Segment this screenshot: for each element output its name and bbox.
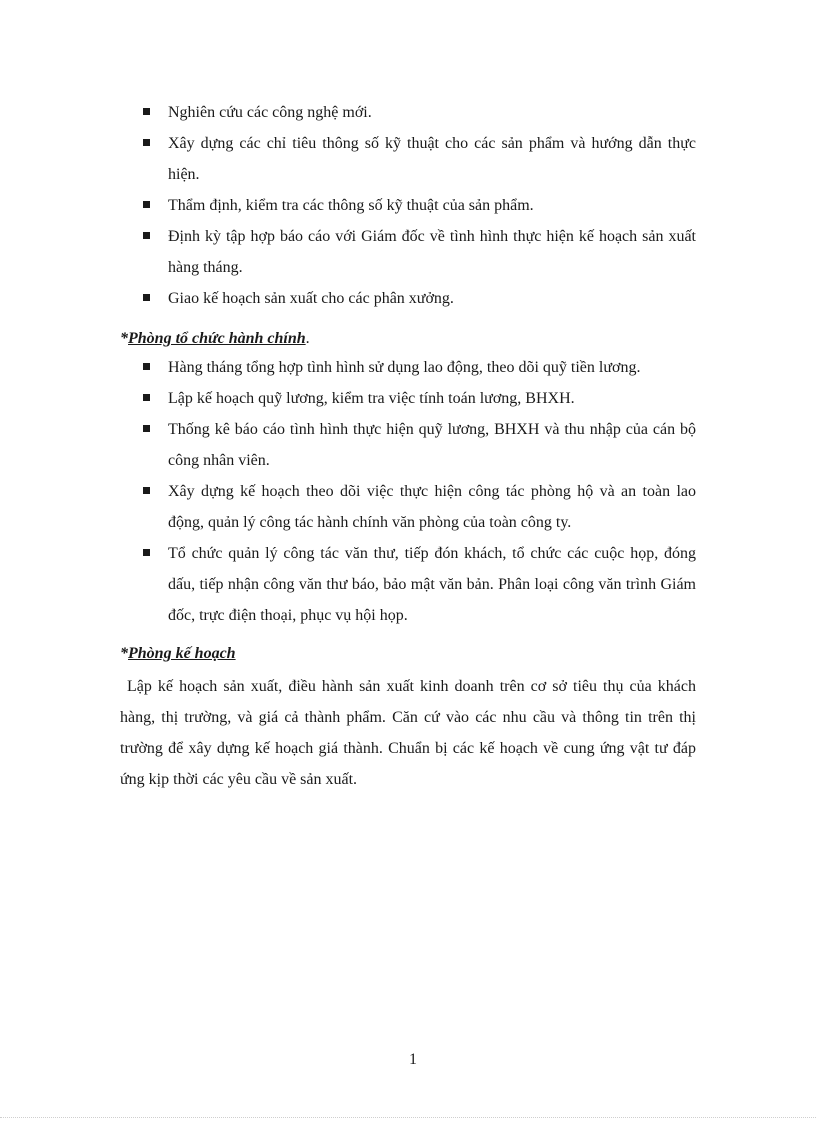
technical-tasks-list	[0, 97, 816, 314]
heading-text: Phòng kế hoạch	[128, 645, 236, 662]
list-item	[0, 352, 816, 383]
section-heading-administration	[120, 327, 310, 351]
list-item-text: Nghiên cứu các công nghệ mới.	[168, 104, 372, 121]
square-bullet-icon	[143, 232, 150, 239]
list-item-text: Định kỳ tập hợp báo cáo với Giám đốc về tình hình thực hiện kế hoạch sản xuất hàng tháng.	[168, 228, 696, 276]
square-bullet-icon	[143, 549, 150, 556]
administration-tasks-list	[0, 352, 816, 631]
list-item	[0, 283, 816, 314]
list-item	[0, 97, 816, 128]
list-item-text: Thống kê báo cáo tình hình thực hiện quỹ lương, BHXH và thu nhập của cán bộ công nhân viên.	[168, 421, 696, 469]
planning-paragraph: Lập kế hoạch sản xuất, điều hành sản xuất kinh doanh trên cơ sở tiêu thụ của khách hàng, thị trường, và giá cả thành phẩm. Căn cứ vào các nhu cầu và thông tin trên thị trường để xây dựng kế hoạch giá thành. Chuẩn bị các kế hoạch về cung ứng vật tư đáp ứng kịp thời các yêu cầu về sản xuất.	[120, 678, 696, 788]
square-bullet-icon	[143, 201, 150, 208]
square-bullet-icon	[143, 139, 150, 146]
square-bullet-icon	[143, 294, 150, 301]
list-item-text: Lập kế hoạch quỹ lương, kiểm tra việc tính toán lương, BHXH.	[168, 390, 575, 407]
list-item	[0, 190, 816, 221]
list-item	[0, 538, 816, 631]
heading-prefix: *	[120, 645, 128, 662]
list-item-text: Giao kế hoạch sản xuất cho các phân xưởng.	[168, 290, 454, 307]
square-bullet-icon	[143, 363, 150, 370]
list-item-text: Tổ chức quản lý công tác văn thư, tiếp đón khách, tổ chức các cuộc họp, đóng dấu, tiếp nhận công văn thư báo, bảo mật văn bản. Phân loại công văn trình Giám đốc, trực điện thoại, phục vụ hội họp.	[168, 545, 696, 624]
list-item	[0, 221, 816, 283]
square-bullet-icon	[143, 108, 150, 115]
square-bullet-icon	[143, 394, 150, 401]
list-item-text: Hàng tháng tổng hợp tình hình sử dụng lao động, theo dõi quỹ tiền lương.	[168, 359, 641, 376]
heading-prefix: *	[120, 330, 128, 347]
list-item-text: Xây dựng các chỉ tiêu thông số kỹ thuật cho các sản phẩm và hướng dẫn thực hiện.	[168, 135, 696, 183]
square-bullet-icon	[143, 425, 150, 432]
heading-text: Phòng tổ chức hành chính	[128, 330, 306, 347]
section-heading-planning	[120, 642, 236, 666]
heading-suffix: .	[305, 330, 310, 347]
list-item	[0, 414, 816, 476]
list-item	[0, 128, 816, 190]
list-item-text: Xây dựng kế hoạch theo dõi việc thực hiện công tác phòng hộ và an toàn lao động, quản lý công tác hành chính văn phòng của toàn công ty.	[168, 483, 696, 531]
list-item	[0, 476, 816, 538]
page-bottom-divider	[0, 1117, 816, 1118]
list-item-text: Thẩm định, kiểm tra các thông số kỹ thuật của sản phẩm.	[168, 197, 534, 214]
square-bullet-icon	[143, 487, 150, 494]
list-item	[0, 383, 816, 414]
page-number: 1	[409, 1051, 417, 1068]
